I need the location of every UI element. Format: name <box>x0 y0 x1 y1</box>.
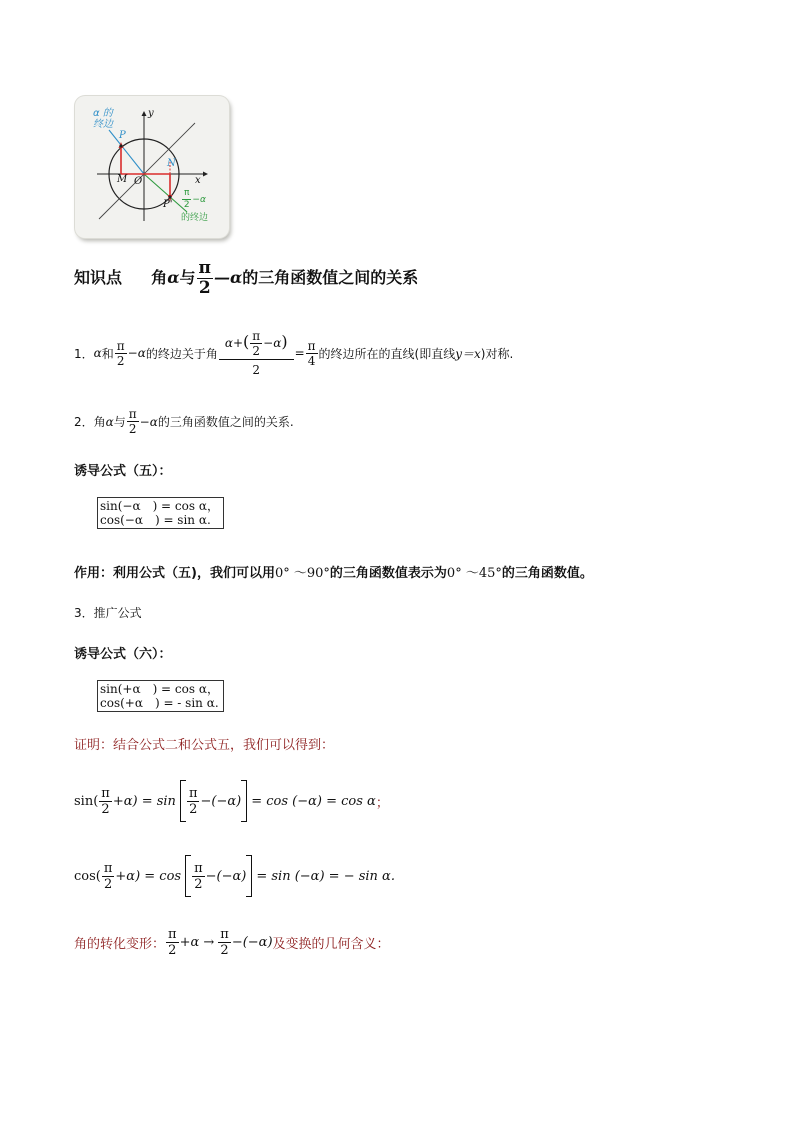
heading-prefix: 知识点 <box>74 268 123 287</box>
item-1: 1． α 和 $\frac{\pi}{2}$ −α 的终边关于角 α+( $\frac{\pi}{2}$ −α) 2 = $\frac{\pi}{4}$ 的终边所在的直线(即直线 y＝x )对称. <box>74 329 514 377</box>
point-n-label: N <box>167 158 176 169</box>
formula5-box <box>97 497 224 529</box>
formula5-title: 诱导公式（五）： <box>74 464 172 479</box>
point-m-label: M <box>117 174 128 185</box>
angle-transform: 角的转化变形： $\frac{\pi}{2}$ +α → $\frac{\pi}{2}$ −(−α) 及变换的几何含义： <box>74 927 390 958</box>
formula5-line1: sin(−α ) = cos α， <box>100 499 219 513</box>
item-2: 2． 角 α 与 $\frac{\pi}{2}$ −α 的三角函数值之间的关系. <box>74 407 294 436</box>
usage-note: 作用：利用公式（五)，我们可以用0° ～90°的三角函数值表示为0° ～45°的三角函数值。 <box>74 566 593 581</box>
equation-sin: sin( $\frac{\pi}{2}$ +α) = sin $\frac{\pi}{2}$ −(−α) = cos (−α) = cos α ； <box>74 780 389 822</box>
formula5-line2: cos(−α ) = sin α. <box>100 513 211 527</box>
formula6-line2: cos(+α ) = - sin α. <box>100 696 219 710</box>
formula6-box <box>97 680 224 712</box>
equation-cos: cos( $\frac{\pi}{2}$ +α) = cos $\frac{\pi}{2}$ −(−α) = sin (−α) = − sin α. <box>74 855 395 897</box>
point-p-prime-label: P' <box>163 199 173 210</box>
section-heading: 知识点 角α与 $\frac{\pi}{2}$ —α的三角函数值之间的关系 <box>74 258 419 298</box>
x-axis-label: x <box>195 175 201 186</box>
alpha-side-label: α 的 终边 <box>93 108 113 130</box>
formula6-title: 诱导公式（六）： <box>74 647 172 662</box>
beta-side-label: $\frac{\pi}{2}$ −α 的终边 <box>181 188 209 223</box>
formula6-line1: sin(+α ) = cos α， <box>100 682 219 696</box>
origin-label: O <box>134 176 143 187</box>
y-axis-label: y <box>148 108 154 119</box>
unit-circle-figure <box>75 96 229 238</box>
point-p-label: P <box>119 130 126 141</box>
item-3: 3．推广公式 <box>74 606 142 620</box>
bisector-fraction: α+( $\frac{\pi}{2}$ −α) 2 <box>219 330 294 376</box>
proof-intro: 证明：结合公式二和公式五，我们可以得到： <box>74 738 335 753</box>
